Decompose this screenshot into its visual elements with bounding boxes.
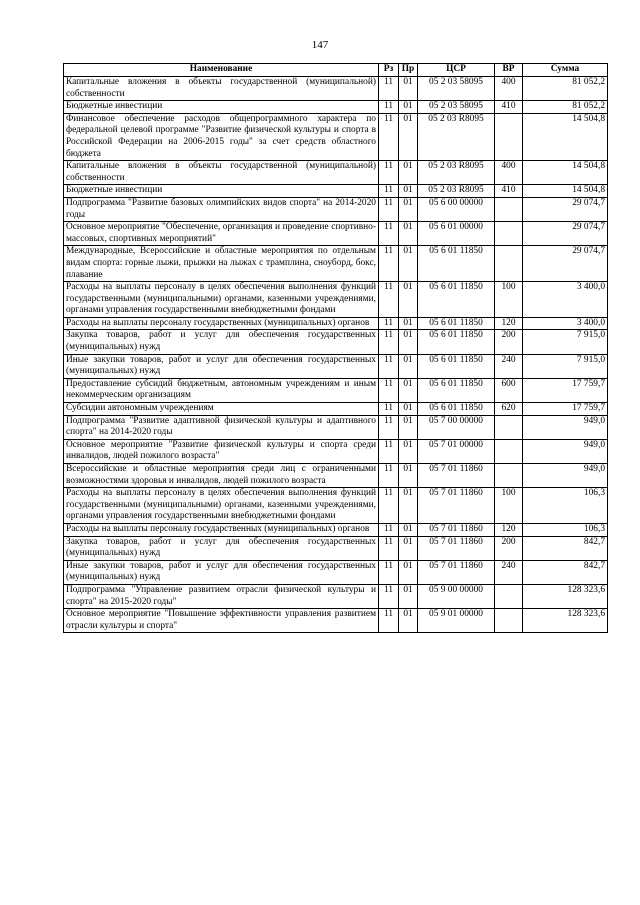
cell-csr: 05 6 01 11850 bbox=[418, 330, 495, 354]
cell-rz: 11 bbox=[379, 317, 399, 330]
cell-vr: 240 bbox=[495, 560, 523, 584]
cell-sum: 29 074,7 bbox=[523, 222, 608, 246]
cell-pr: 01 bbox=[399, 113, 418, 160]
cell-vr: 100 bbox=[495, 282, 523, 318]
cell-name: Закупка товаров, работ и услуг для обеспечения государственных (муниципальных) нужд bbox=[64, 536, 379, 560]
cell-csr: 05 7 01 11860 bbox=[418, 488, 495, 524]
table-row bbox=[64, 282, 608, 318]
cell-vr: 200 bbox=[495, 330, 523, 354]
cell-csr: 05 6 01 00000 bbox=[418, 222, 495, 246]
table-header-row bbox=[64, 64, 608, 77]
header-csr: ЦСР bbox=[418, 64, 495, 77]
cell-sum: 29 074,7 bbox=[523, 246, 608, 282]
table-row bbox=[64, 609, 608, 633]
cell-pr: 01 bbox=[399, 488, 418, 524]
cell-name: Расходы на выплаты персоналу государственных (муниципальных) органов bbox=[64, 523, 379, 536]
cell-csr: 05 2 03 R8095 bbox=[418, 161, 495, 185]
table-row bbox=[64, 317, 608, 330]
cell-sum: 128 323,6 bbox=[523, 584, 608, 608]
cell-vr bbox=[495, 439, 523, 463]
cell-name: Международные, Всероссийские и областные мероприятия по отдельным видам спорта: горные лыжи, прыжки на лыжах с трамплина, сноуборд, бокс, плавание bbox=[64, 246, 379, 282]
cell-name: Всероссийские и областные мероприятия среди лиц с ограниченными возможностями здоровья и инвалидов, людей пожилого возраста bbox=[64, 464, 379, 488]
cell-rz: 11 bbox=[379, 222, 399, 246]
cell-csr: 05 9 00 00000 bbox=[418, 584, 495, 608]
cell-name: Иные закупки товаров, работ и услуг для обеспечения государственных (муниципальных) нужд bbox=[64, 560, 379, 584]
cell-name: Подпрограмма "Развитие адаптивной физической культуры и адаптивного спорта" на 2014-2020 годы bbox=[64, 415, 379, 439]
cell-name: Предоставление субсидий бюджетным, автономным учреждениям и иным некоммерческим организациям bbox=[64, 378, 379, 402]
cell-vr: 410 bbox=[495, 101, 523, 114]
cell-csr: 05 6 00 00000 bbox=[418, 197, 495, 221]
cell-vr: 240 bbox=[495, 354, 523, 378]
cell-rz: 11 bbox=[379, 439, 399, 463]
cell-rz: 11 bbox=[379, 330, 399, 354]
cell-sum: 128 323,6 bbox=[523, 609, 608, 633]
cell-csr: 05 6 01 11850 bbox=[418, 403, 495, 416]
table-row bbox=[64, 523, 608, 536]
cell-vr: 400 bbox=[495, 77, 523, 101]
cell-sum: 3 400,0 bbox=[523, 282, 608, 318]
table-row bbox=[64, 77, 608, 101]
table-row bbox=[64, 113, 608, 160]
cell-rz: 11 bbox=[379, 415, 399, 439]
cell-sum: 17 759,7 bbox=[523, 378, 608, 402]
cell-csr: 05 7 01 11860 bbox=[418, 464, 495, 488]
cell-pr: 01 bbox=[399, 415, 418, 439]
cell-csr: 05 7 00 00000 bbox=[418, 415, 495, 439]
cell-csr: 05 7 01 11860 bbox=[418, 523, 495, 536]
cell-rz: 11 bbox=[379, 282, 399, 318]
cell-vr bbox=[495, 415, 523, 439]
table-row bbox=[64, 536, 608, 560]
cell-name: Расходы на выплаты персоналу государственных (муниципальных) органов bbox=[64, 317, 379, 330]
cell-vr: 400 bbox=[495, 161, 523, 185]
cell-sum: 842,7 bbox=[523, 560, 608, 584]
cell-pr: 01 bbox=[399, 439, 418, 463]
cell-sum: 81 052,2 bbox=[523, 77, 608, 101]
cell-name: Иные закупки товаров, работ и услуг для обеспечения государственных (муниципальных) нужд bbox=[64, 354, 379, 378]
table-body bbox=[64, 77, 608, 633]
cell-name: Бюджетные инвестиции bbox=[64, 185, 379, 198]
cell-csr: 05 7 01 11860 bbox=[418, 536, 495, 560]
cell-vr: 600 bbox=[495, 378, 523, 402]
cell-sum: 842,7 bbox=[523, 536, 608, 560]
cell-rz: 11 bbox=[379, 185, 399, 198]
cell-pr: 01 bbox=[399, 523, 418, 536]
cell-sum: 7 915,0 bbox=[523, 330, 608, 354]
cell-vr bbox=[495, 113, 523, 160]
cell-pr: 01 bbox=[399, 584, 418, 608]
table-row bbox=[64, 330, 608, 354]
cell-csr: 05 7 01 11860 bbox=[418, 560, 495, 584]
cell-csr: 05 7 01 00000 bbox=[418, 439, 495, 463]
cell-vr: 200 bbox=[495, 536, 523, 560]
cell-sum: 949,0 bbox=[523, 415, 608, 439]
cell-rz: 11 bbox=[379, 101, 399, 114]
table-row bbox=[64, 560, 608, 584]
table-row bbox=[64, 488, 608, 524]
table-row bbox=[64, 464, 608, 488]
cell-pr: 01 bbox=[399, 197, 418, 221]
cell-sum: 14 504,8 bbox=[523, 113, 608, 160]
cell-rz: 11 bbox=[379, 246, 399, 282]
cell-rz: 11 bbox=[379, 161, 399, 185]
cell-rz: 11 bbox=[379, 560, 399, 584]
cell-pr: 01 bbox=[399, 403, 418, 416]
cell-rz: 11 bbox=[379, 378, 399, 402]
cell-pr: 01 bbox=[399, 246, 418, 282]
cell-rz: 11 bbox=[379, 197, 399, 221]
cell-sum: 106,3 bbox=[523, 488, 608, 524]
cell-rz: 11 bbox=[379, 403, 399, 416]
cell-vr bbox=[495, 609, 523, 633]
cell-pr: 01 bbox=[399, 77, 418, 101]
cell-csr: 05 6 01 11850 bbox=[418, 317, 495, 330]
cell-vr: 120 bbox=[495, 523, 523, 536]
cell-pr: 01 bbox=[399, 354, 418, 378]
table-row bbox=[64, 246, 608, 282]
cell-vr bbox=[495, 584, 523, 608]
cell-sum: 14 504,8 bbox=[523, 185, 608, 198]
cell-pr: 01 bbox=[399, 536, 418, 560]
cell-sum: 17 759,7 bbox=[523, 403, 608, 416]
table-row bbox=[64, 354, 608, 378]
cell-pr: 01 bbox=[399, 222, 418, 246]
cell-sum: 29 074,7 bbox=[523, 197, 608, 221]
cell-sum: 106,3 bbox=[523, 523, 608, 536]
cell-name: Финансовое обеспечение расходов общепрограммного характера по федеральной целевой программе "Развитие физической культуры и спорта в Российской Федерации на 2006-2015 годы" за счет средств областного бюджета bbox=[64, 113, 379, 160]
cell-vr bbox=[495, 464, 523, 488]
cell-vr: 410 bbox=[495, 185, 523, 198]
cell-vr: 620 bbox=[495, 403, 523, 416]
cell-csr: 05 2 03 58095 bbox=[418, 101, 495, 114]
cell-pr: 01 bbox=[399, 317, 418, 330]
cell-name: Расходы на выплаты персоналу в целях обеспечения выполнения функций государственными (муниципальными) органами, казенными учреждениями, органами управления государственными внебюджетными фондами bbox=[64, 488, 379, 524]
cell-sum: 949,0 bbox=[523, 439, 608, 463]
table-row bbox=[64, 101, 608, 114]
header-vr: ВР bbox=[495, 64, 523, 77]
cell-name: Капитальные вложения в объекты государственной (муниципальной) собственности bbox=[64, 77, 379, 101]
page-number: 147 bbox=[311, 39, 329, 51]
header-sum: Сумма bbox=[523, 64, 608, 77]
cell-pr: 01 bbox=[399, 464, 418, 488]
cell-rz: 11 bbox=[379, 354, 399, 378]
cell-rz: 11 bbox=[379, 113, 399, 160]
table-row bbox=[64, 222, 608, 246]
table-row bbox=[64, 439, 608, 463]
cell-name: Бюджетные инвестиции bbox=[64, 101, 379, 114]
cell-name: Основное мероприятие "Повышение эффективности управления развитием отрасли культуры и спорта" bbox=[64, 609, 379, 633]
cell-csr: 05 2 03 R8095 bbox=[418, 185, 495, 198]
cell-sum: 81 052,2 bbox=[523, 101, 608, 114]
header-pr: Пр bbox=[399, 64, 418, 77]
cell-pr: 01 bbox=[399, 609, 418, 633]
cell-rz: 11 bbox=[379, 536, 399, 560]
cell-name: Подпрограмма "Развитие базовых олимпийских видов спорта" на 2014-2020 годы bbox=[64, 197, 379, 221]
cell-sum: 949,0 bbox=[523, 464, 608, 488]
table-row bbox=[64, 403, 608, 416]
table-row bbox=[64, 584, 608, 608]
table-row bbox=[64, 161, 608, 185]
cell-vr: 120 bbox=[495, 317, 523, 330]
table-row bbox=[64, 185, 608, 198]
cell-csr: 05 6 01 11850 bbox=[418, 354, 495, 378]
cell-csr: 05 2 03 58095 bbox=[418, 77, 495, 101]
cell-rz: 11 bbox=[379, 609, 399, 633]
cell-sum: 7 915,0 bbox=[523, 354, 608, 378]
cell-vr: 100 bbox=[495, 488, 523, 524]
cell-name: Капитальные вложения в объекты государственной (муниципальной) собственности bbox=[64, 161, 379, 185]
cell-vr bbox=[495, 197, 523, 221]
cell-name: Расходы на выплаты персоналу в целях обеспечения выполнения функций государственными (муниципальными) органами, казенными учреждениями, органами управления государственными внебюджетными фондами bbox=[64, 282, 379, 318]
cell-vr bbox=[495, 246, 523, 282]
cell-pr: 01 bbox=[399, 185, 418, 198]
cell-name: Основное мероприятие "Обеспечение, организация и проведение спортивно-массовых, спортивных мероприятий" bbox=[64, 222, 379, 246]
cell-rz: 11 bbox=[379, 77, 399, 101]
cell-pr: 01 bbox=[399, 378, 418, 402]
cell-csr: 05 9 01 00000 bbox=[418, 609, 495, 633]
cell-vr bbox=[495, 222, 523, 246]
cell-rz: 11 bbox=[379, 488, 399, 524]
cell-pr: 01 bbox=[399, 101, 418, 114]
cell-sum: 14 504,8 bbox=[523, 161, 608, 185]
cell-rz: 11 bbox=[379, 584, 399, 608]
cell-csr: 05 6 01 11850 bbox=[418, 282, 495, 318]
cell-pr: 01 bbox=[399, 560, 418, 584]
cell-name: Субсидии автономным учреждениям bbox=[64, 403, 379, 416]
table-row bbox=[64, 378, 608, 402]
cell-csr: 05 6 01 11850 bbox=[418, 246, 495, 282]
cell-name: Основное мероприятие "Развитие физической культуры и спорта среди инвалидов, людей пожилого возраста" bbox=[64, 439, 379, 463]
header-rz: Рз bbox=[379, 64, 399, 77]
table-row bbox=[64, 197, 608, 221]
header-name: Наименование bbox=[64, 64, 379, 77]
cell-pr: 01 bbox=[399, 330, 418, 354]
cell-rz: 11 bbox=[379, 464, 399, 488]
cell-csr: 05 6 01 11850 bbox=[418, 378, 495, 402]
cell-pr: 01 bbox=[399, 282, 418, 318]
cell-rz: 11 bbox=[379, 523, 399, 536]
budget-table bbox=[63, 63, 608, 633]
cell-name: Закупка товаров, работ и услуг для обеспечения государственных (муниципальных) нужд bbox=[64, 330, 379, 354]
cell-pr: 01 bbox=[399, 161, 418, 185]
table-row bbox=[64, 415, 608, 439]
cell-sum: 3 400,0 bbox=[523, 317, 608, 330]
cell-csr: 05 2 03 R8095 bbox=[418, 113, 495, 160]
cell-name: Подпрограмма "Управление развитием отрасли физической культуры и спорта" на 2015-2020 годы" bbox=[64, 584, 379, 608]
